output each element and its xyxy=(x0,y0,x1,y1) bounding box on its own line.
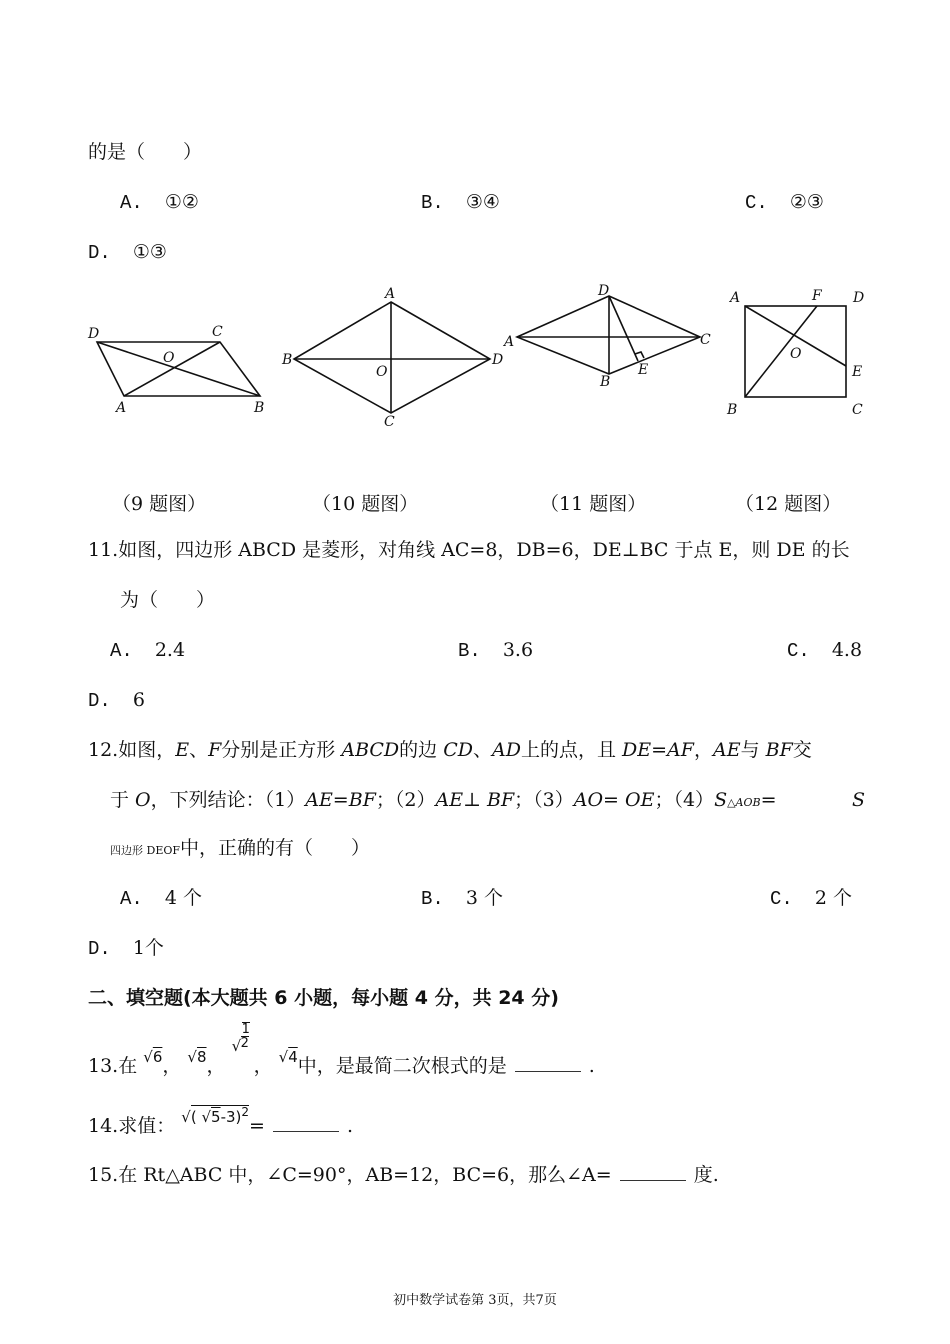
q12-option-c[interactable]: C. 2 个 xyxy=(770,887,852,910)
fig10-label-b: B xyxy=(282,352,293,368)
fig9-label-c: C xyxy=(212,324,223,340)
section-heading: 二、填空题(本大题共 6 小题，每小题 4 分，共 24 分) xyxy=(88,987,559,1009)
q12-option-b[interactable]: B. 3 个 xyxy=(421,887,503,910)
fig11-label-d: D xyxy=(598,283,610,299)
option-b[interactable]: B. ③④ xyxy=(421,191,500,214)
fig11-label-e: E xyxy=(638,362,649,378)
fig12-label-b: B xyxy=(727,402,738,418)
radical-6: √6 xyxy=(143,1048,163,1066)
caption-fig9: （9 题图） xyxy=(112,493,207,515)
q11-stem-cont: 为（ ） xyxy=(120,589,216,611)
fig12-label-a: A xyxy=(730,290,741,306)
fig9-label-a: A xyxy=(116,400,127,416)
q11-option-a[interactable]: A. 2.4 xyxy=(110,639,186,662)
q12-option-a[interactable]: A. 4 个 xyxy=(120,887,202,910)
fig9-label-o: O xyxy=(163,350,175,366)
q15-answer-blank[interactable] xyxy=(620,1162,686,1181)
q12-stem-cont: 于 O，下列结论：（1）AE=BF；（2）AE⊥ BF；（3）AO= OE；（4）S△AOB= xyxy=(110,789,777,811)
caption-fig12: （12 题图） xyxy=(735,493,842,515)
q12-option-d[interactable]: D. 1个 xyxy=(88,937,164,960)
radical-half: √ 1 2 xyxy=(231,1022,250,1055)
fig11-label-a: A xyxy=(504,334,515,350)
option-d[interactable]: D. ①③ xyxy=(88,241,167,264)
fig9-label-b: B xyxy=(254,400,265,416)
q11-option-d[interactable]: D. 6 xyxy=(88,689,145,712)
q12-stem: 12.如图，E、F分别是正方形 ABCD的边 CD、AD上的点，且 DE=AF，AE与 BF交 xyxy=(88,739,812,761)
q14-stem: 14.求值： $^{√( √5-3)^2}$= . xyxy=(88,1105,353,1137)
q15-stem: 15.在 Rt△ABC 中，∠C=90°，AB=12，BC=6，那么∠A= 度. xyxy=(88,1164,719,1186)
caption-fig10: （10 题图） xyxy=(312,493,419,515)
fig12-label-d: D xyxy=(853,290,865,306)
figure-10 xyxy=(294,302,490,413)
fig9-label-d: D xyxy=(88,326,100,342)
fig12-label-e: E xyxy=(852,364,863,380)
q11-option-c[interactable]: C. 4.8 xyxy=(787,639,863,662)
fig10-label-o: O xyxy=(376,364,388,380)
fig12-label-o: O xyxy=(790,346,802,362)
fig11-label-c: C xyxy=(700,332,711,348)
fig11-label-b: B xyxy=(600,374,611,390)
option-a[interactable]: A. ①② xyxy=(120,191,199,214)
option-c[interactable]: C. ②③ xyxy=(745,191,824,214)
fig10-label-c: C xyxy=(384,414,395,430)
fig12-label-f: F xyxy=(812,288,822,304)
q14-answer-blank[interactable] xyxy=(273,1113,339,1132)
q12-s-symbol: S xyxy=(852,789,866,811)
question-continuation: 的是（ ） xyxy=(88,141,203,163)
fig12-label-c: C xyxy=(852,402,863,418)
radical-4: √4 xyxy=(278,1048,298,1066)
figure-9 xyxy=(97,342,260,396)
radical-expression: √( √5-3)2 xyxy=(181,1105,250,1126)
caption-fig11: （11 题图） xyxy=(540,493,647,515)
fig10-label-a: A xyxy=(385,286,396,302)
q13-answer-blank[interactable] xyxy=(515,1053,581,1072)
q11-stem: 11.如图，四边形 ABCD 是菱形，对角线 AC=8，DB=6，DE⊥BC 于点 E，则 DE 的长 xyxy=(88,539,850,561)
q12-stem-cont2: 四边形 DEOF中，正确的有（ ） xyxy=(110,837,371,859)
figure-11 xyxy=(517,296,700,374)
radical-8: √8 xyxy=(187,1048,207,1066)
q13-stem: 13.在 $^{√6}$， $^{√8}$， √ 1 2 ， $^{√4}$中，是最简二次根式的是 . xyxy=(88,1022,595,1077)
fig10-label-d: D xyxy=(492,352,504,368)
page-footer: 初中数学试卷第 3页，共7页 xyxy=(393,1293,557,1308)
q11-option-b[interactable]: B. 3.6 xyxy=(458,639,534,662)
figures xyxy=(0,280,950,440)
